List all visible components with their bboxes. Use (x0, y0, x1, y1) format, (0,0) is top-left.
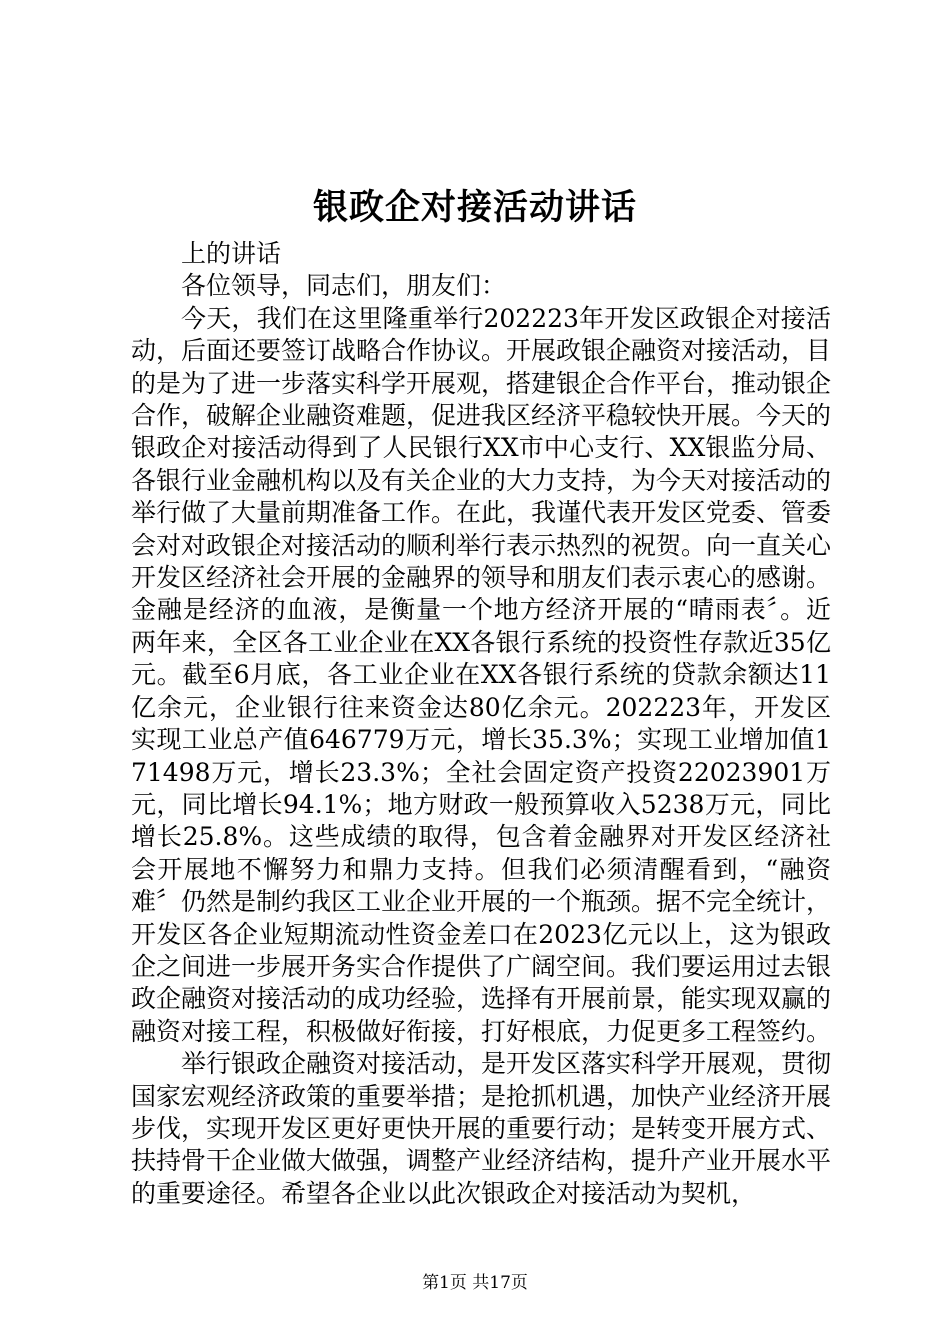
paragraph-significance: 举行银政企融资对接活动，是开发区落实科学开展观，贯彻国家宏观经济政策的重要举措；是抢抓机遇，加快产业经济开展步伐，实现开发区更好更快开展的重要行动；是转变开展方式、扶持骨干企业做大做强，调整产业经济结构，提升产业开展水平的重要途径。希望各企业以此次银政企对接活动为契机， (131, 1049, 832, 1208)
page-number-footer: 第1页 共17页 (422, 1273, 528, 1293)
paragraph-greeting: 各位领导，同志们，朋友们： (181, 271, 507, 301)
document-body (131, 238, 831, 1210)
paragraph-intro: 上的讲话 (181, 239, 282, 268)
paragraph-main: 今天，我们在这里隆重举行202223年开发区政银企对接活动，后面还要签订战略合作协议。开展政银企融资对接活动，目的是为了进一步落实科学开展观，搭建银企合作平台，推动银企合作，破解企业融资难题，促进我区经济平稳较快开展。今天的银政企对接活动得到了人民银行XX市中心支行、XX银监分局、各银行业金融机构以及有关企业的大力支持，为今天对接活动的举行做了大量前期准备工作。在此，我谨代表开发区党委、管委会对对政银企对接活动的顺利举行表示热烈的祝贺。向一直关心开发区经济社会开展的金融界的领导和朋友们表示衷心的感谢。金融是经济的血液，是衡量一个地方经济开展的“晴雨表〞。近两年来，全区各工业企业在XX各银行系统的投资性存款近35亿元。截至6月底，各工业企业在XX各银行系统的贷款余额达11亿余元，企业银行往来资金达80亿余元。202223年，开发区实现工业总产值646779万元，增长35.3%；实现工业增加值171498万元，增长23.3%；全社会固定资产投资22023901万元，同比增长94.1%；地方财政一般预算收入5238万元，同比增长25.8%。这些成绩的取得，包含着金融界对开发区经济社会开展地不懈努力和鼎力支持。但我们必须清醒看到，“融资难〞仍然是制约我区工业企业开展的一个瓶颈。据不完全统计，开发区各企业短期流动性资金差口在2023亿元以上，这为银政企之间进一步展开务实合作提供了广阔空间。我们要运用过去银政企融资对接活动的成功经验，选择有开展前景，能实现双赢的融资对接工程，积极做好衔接，打好根底，力促更多工程签约。 (131, 303, 832, 1046)
page-title: 银政企对接活动讲话 (312, 187, 637, 228)
